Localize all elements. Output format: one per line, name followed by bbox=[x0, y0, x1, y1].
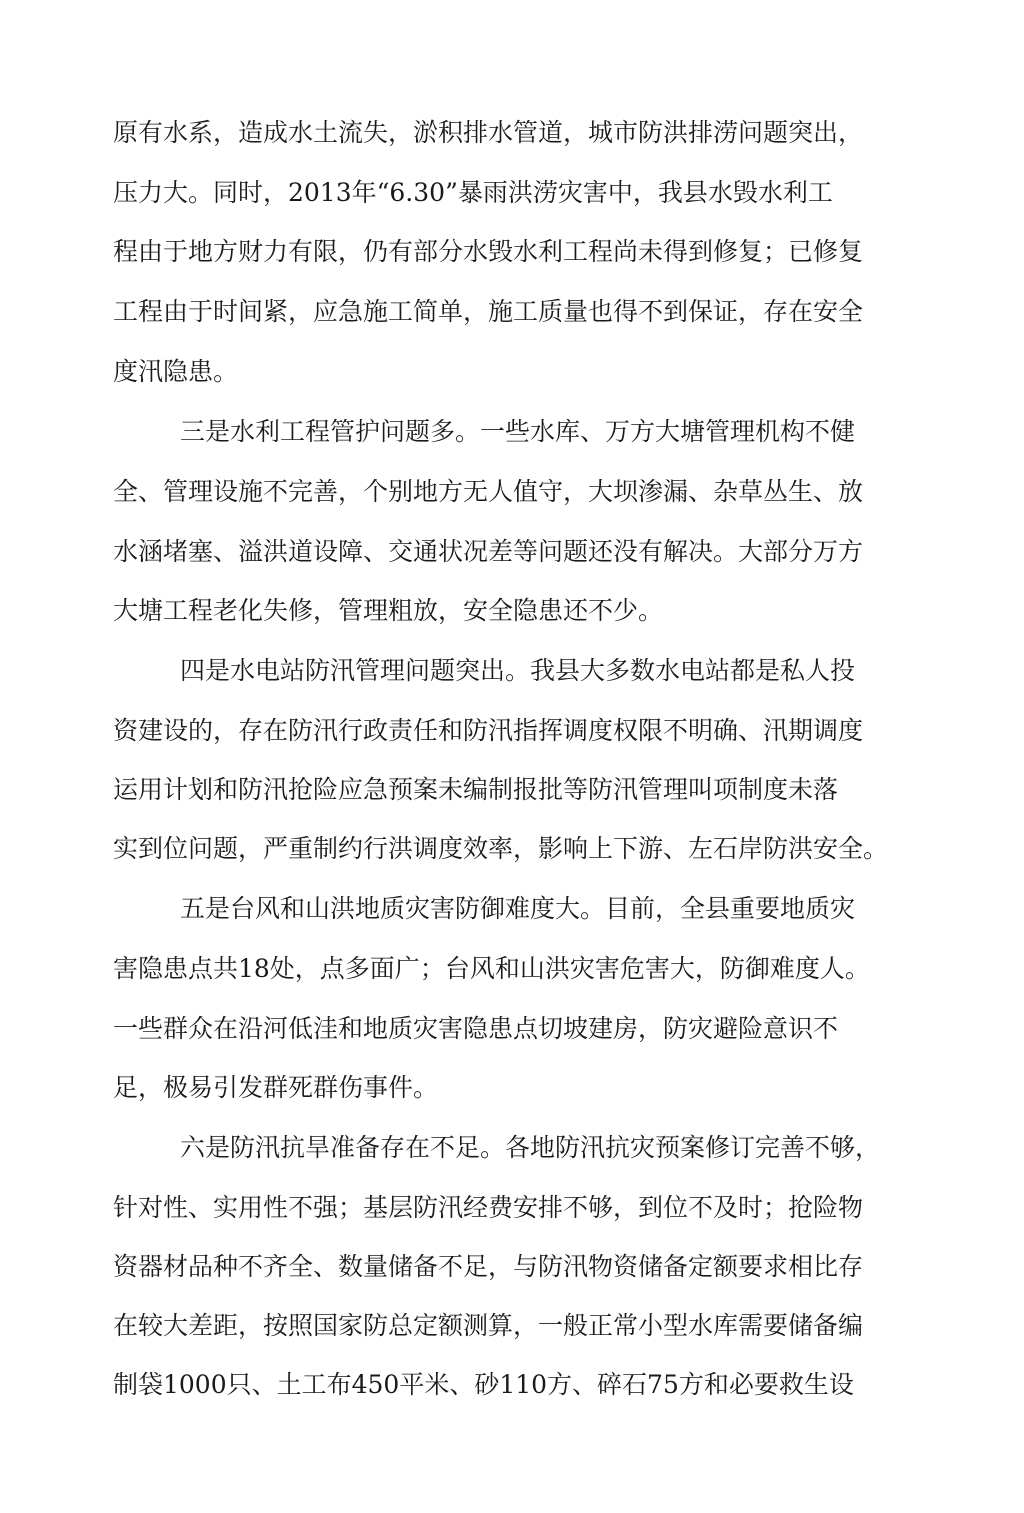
text-line: 度汛隐患。 bbox=[113, 357, 239, 386]
paragraph-start-line: 四是水电站防汛管理问题突出。我县大多数水电站都是私人投 bbox=[180, 656, 856, 685]
text-line: 压力大。同时，2013年“6.30”暴雨洪涝灾害中，我县水毁水利工 bbox=[113, 178, 833, 207]
text-line: 运用计划和防汛抢险应急预案未编制报批等防汛管理叫项制度未落 bbox=[113, 775, 839, 804]
paragraph-start-line: 五是台风和山洪地质灾害防御难度大。目前，全县重要地质灾 bbox=[180, 894, 856, 923]
text-line: 一些群众在沿河低洼和地质灾害隐患点切坡建房，防灾避险意识不 bbox=[113, 1014, 839, 1043]
text-line: 水涵堵塞、溢洪道设障、交通状况差等问题还没有解决。大部分万方 bbox=[113, 537, 864, 566]
text-line: 资建设的，存在防汛行政责任和防汛指挥调度权限不明确、汛期调度 bbox=[113, 716, 864, 745]
text-line: 工程由于时间紧，应急施工简单，施工质量也得不到保证，存在安全 bbox=[113, 297, 864, 326]
text-line: 害隐患点共18处，点多面广；台风和山洪灾害危害大，防御难度人。 bbox=[113, 954, 870, 983]
text-line: 实到位问题，严重制约行洪调度效率，影响上下游、左石岸防洪安全。 bbox=[113, 834, 889, 863]
text-line: 足，极易引发群死群伤事件。 bbox=[113, 1073, 439, 1102]
text-line: 针对性、实用性不强；基层防汛经费安排不够，到位不及时；抢险物 bbox=[113, 1193, 864, 1222]
text-line: 大塘工程老化失修，管理粗放，安全隐患还不少。 bbox=[113, 596, 664, 625]
text-line: 在较大差距，按照国家防总定额测算，一般正常小型水库需要储备编 bbox=[113, 1311, 864, 1340]
text-line: 制袋1000只、土工布450平米、砂110方、碎石75方和必要救生设 bbox=[113, 1370, 854, 1399]
paragraph-start-line: 六是防汛抗旱准备存在不足。各地防汛抗灾预案修订完善不够， bbox=[180, 1133, 881, 1162]
text-line: 程由于地方财力有限，仍有部分水毁水利工程尚未得到修复；已修复 bbox=[113, 237, 864, 266]
text-line: 全、管理设施不完善，个别地方无人值守，大坝渗漏、杂草丛生、放 bbox=[113, 477, 864, 506]
paragraph-start-line: 三是水利工程管护问题多。一些水库、万方大塘管理机构不健 bbox=[180, 417, 856, 446]
text-line: 原有水系，造成水土流失，淤积排水管道，城市防洪排涝问题突出， bbox=[113, 118, 864, 147]
text-line: 资器材品种不齐全、数量储备不足，与防汛物资储备定额要求相比存 bbox=[113, 1252, 864, 1281]
